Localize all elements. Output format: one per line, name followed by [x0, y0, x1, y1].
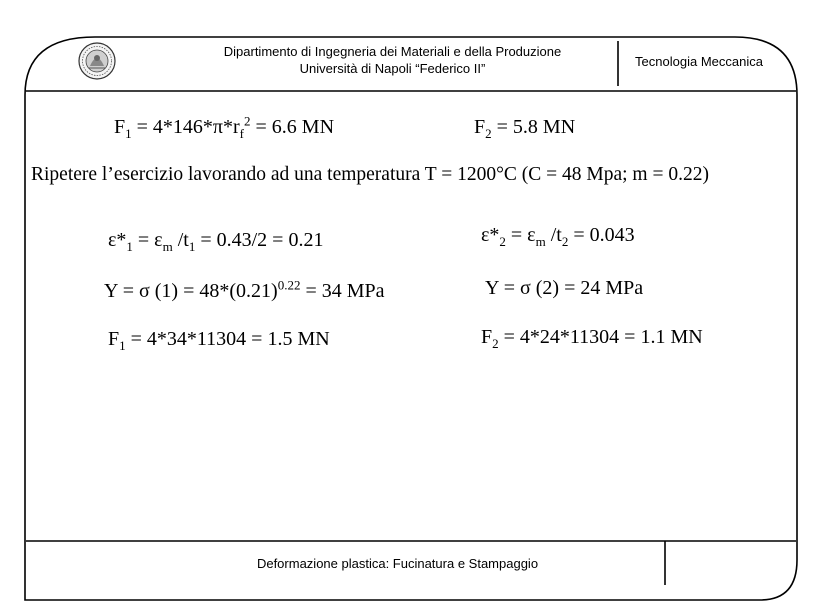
formula-f2-bottom: $F_2 = 4*24*11304 = 1.1$ MN: [481, 326, 703, 351]
formula-eps1: $\varepsilon*_1 = \varepsilon_m$ $/t_1 = 0.43/2 = 0.21$: [108, 229, 324, 254]
university-seal-icon: [78, 42, 116, 80]
department-header: [190, 43, 595, 77]
course-title: Tecnologia Meccanica: [635, 54, 763, 69]
footer-topic: Deformazione plastica: Fucinatura e Stampaggio: [256, 556, 539, 571]
formula-eps2: $\varepsilon*_2 = \varepsilon_m$ $/t_2 = 0.043$: [481, 224, 635, 249]
formula-y2: Y = σ (2) = 24 MPa: [485, 277, 644, 299]
formula-y1: Y = σ $(1) = 48*(0.21)^{0.22} = 34$ MPa: [104, 277, 385, 302]
university-name: Università di Napoli “Federico II”: [299, 61, 486, 76]
formula-f1-bottom: $F_1 = 4*34*11304 = 1.5$ MN: [108, 328, 330, 353]
exercise-instruction: Ripetere l’esercizio lavorando ad una temperatura T = 1200°C (C = 48 Mpa; m = 0.22): [31, 164, 709, 185]
formula-f2-top: $F_2 = 5.8$ MN: [474, 116, 576, 141]
department-name: Dipartimento di Ingegneria dei Materiali e della Produzione: [223, 44, 562, 59]
formula-f1-top: $F_1 = 4*146*\pi*r_f^2 = 6.6$ MN: [114, 113, 335, 141]
